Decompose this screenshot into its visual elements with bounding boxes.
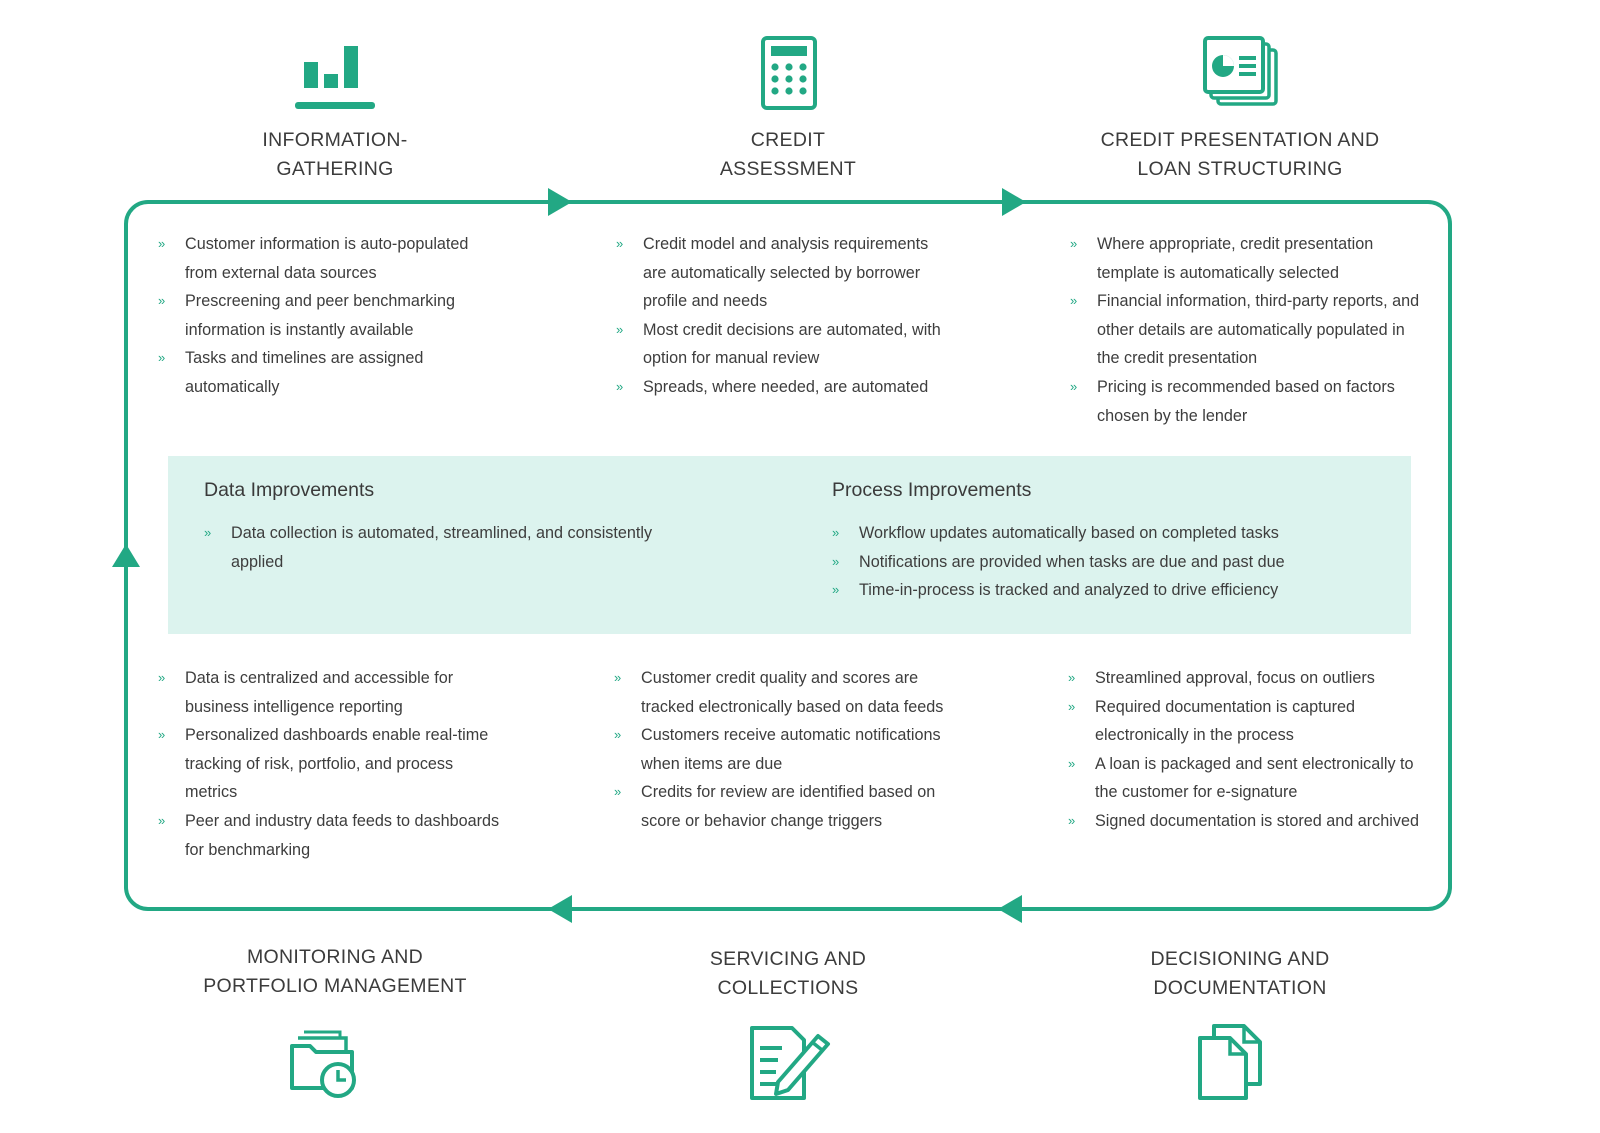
list-item: » Workflow updates automatically based on completed tasks	[832, 519, 1372, 548]
list-item: » Customers receive automatic notifications when items are due	[614, 721, 969, 778]
bar-chart-icon	[292, 38, 378, 114]
list-item: » Spreads, where needed, are automated	[616, 373, 956, 402]
presentation-documents-icon	[1202, 36, 1280, 108]
arrow-right-1	[548, 188, 572, 216]
arrow-up	[112, 544, 140, 567]
list-item: » Customer credit quality and scores are tracked electronically based on data feeds	[614, 664, 969, 721]
arrow-left-2	[548, 895, 572, 923]
credit-presentation-list	[1070, 230, 1422, 430]
list-item: » Data is centralized and accessible for business intelligence reporting	[158, 664, 503, 721]
list-item: » Streamlined approval, focus on outliers	[1068, 664, 1424, 693]
stage-title-credit-assessment: CREDIT ASSESSMENT	[719, 129, 857, 180]
list-item: » Credit model and analysis requirements are automatically selected by borrower profile and needs	[616, 230, 956, 316]
process-improvements-list	[832, 519, 1372, 605]
stage-title-credit-presentation: CREDIT PRESENTATION AND LOAN STRUCTURING	[1100, 129, 1380, 180]
stage-title-information-gathering: INFORMATION- GATHERING	[262, 129, 408, 180]
document-pen-icon	[748, 1022, 838, 1102]
list-item: » Data collection is automated, streamlined, and consistently applied	[204, 519, 704, 576]
calculator-icon	[760, 35, 818, 111]
list-item: » Credits for review are identified based on score or behavior change triggers	[614, 778, 969, 835]
monitoring-list	[158, 664, 503, 864]
list-item: » Most credit decisions are automated, with option for manual review	[616, 316, 956, 373]
documents-icon	[1196, 1022, 1266, 1102]
list-item: » Prescreening and peer benchmarking information is instantly available	[158, 287, 488, 344]
list-item: » Time-in-process is tracked and analyzed to drive efficiency	[832, 576, 1372, 605]
list-item: » Signed documentation is stored and archived	[1068, 807, 1424, 836]
stage-title-decisioning: DECISIONING AND DOCUMENTATION	[1150, 948, 1330, 999]
list-item: » Peer and industry data feeds to dashboards for benchmarking	[158, 807, 503, 864]
arrow-right-2	[1002, 188, 1026, 216]
stage-title-servicing: SERVICING AND COLLECTIONS	[709, 948, 867, 999]
arrow-left-1	[998, 895, 1022, 923]
data-improvements-list	[204, 519, 704, 576]
stage-title-monitoring: MONITORING AND PORTFOLIO MANAGEMENT	[203, 946, 467, 997]
decisioning-list	[1068, 664, 1424, 836]
list-item: » Personalized dashboards enable real-time tracking of risk, portfolio, and process metrics	[158, 721, 503, 807]
data-improvements-heading: Data Improvements	[204, 479, 375, 501]
list-item: » Where appropriate, credit presentation template is automatically selected	[1070, 230, 1422, 287]
information-gathering-list	[158, 230, 488, 402]
credit-assessment-list	[616, 230, 956, 402]
list-item: » Notifications are provided when tasks are due and past due	[832, 548, 1372, 577]
list-item: » Customer information is auto-populated from external data sources	[158, 230, 488, 287]
folder-clock-icon	[286, 1028, 366, 1100]
servicing-list	[614, 664, 969, 836]
list-item: » A loan is packaged and sent electronically to the customer for e-signature	[1068, 750, 1424, 807]
list-item: » Tasks and timelines are assigned automatically	[158, 344, 488, 401]
list-item: » Pricing is recommended based on factors chosen by the lender	[1070, 373, 1422, 430]
list-item: » Required documentation is captured electronically in the process	[1068, 693, 1424, 750]
process-improvements-heading: Process Improvements	[832, 479, 1032, 501]
list-item: » Financial information, third-party reports, and other details are automatically populated in the credit presentation	[1070, 287, 1422, 373]
